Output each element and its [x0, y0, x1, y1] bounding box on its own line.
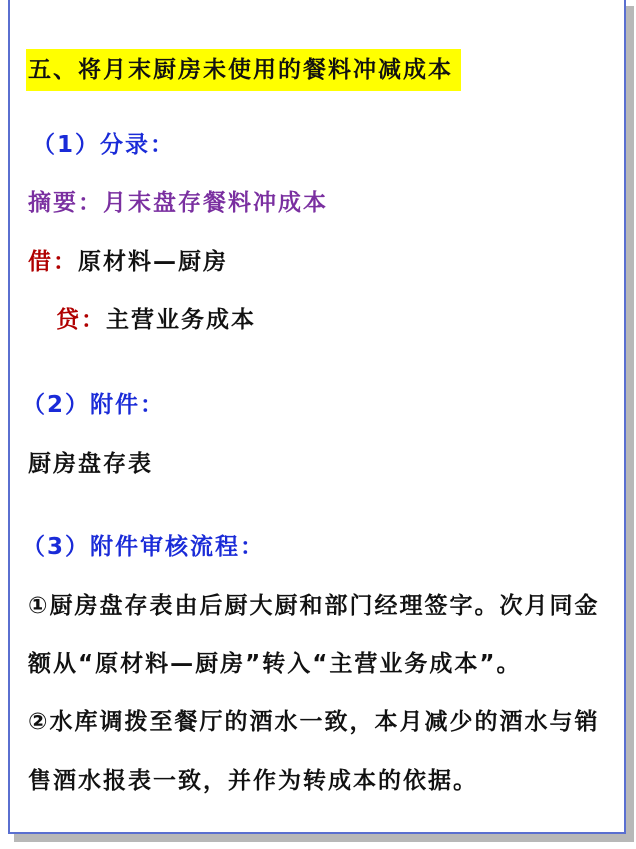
frame-shadow-bottom [14, 834, 634, 842]
attachment-heading: （2）附件： [22, 392, 166, 418]
credit-label: 贷： [56, 307, 106, 333]
summary-line [28, 188, 328, 218]
debit-line [28, 247, 228, 277]
summary-label: 摘要： [28, 190, 103, 216]
attachment-text: 厨房盘存表 [28, 451, 153, 477]
debit-label: 借： [28, 249, 78, 275]
section-title: 五、将月末厨房未使用的餐料冲减成本 [26, 49, 461, 91]
credit-account: 主营业务成本 [106, 307, 256, 333]
review-line-4: 售酒水报表一致，并作为转成本的依据。 [28, 768, 478, 794]
review-line-2: 额从“原材料—厨房”转入“主营业务成本”。 [28, 651, 522, 677]
summary-text: 月末盘存餐料冲成本 [103, 190, 328, 216]
frame-shadow-right [626, 6, 634, 840]
review-line-3: ②水库调拨至餐厅的酒水一致，本月减少的酒水与销 [28, 709, 600, 735]
credit-line [56, 305, 256, 335]
review-line-1: ①厨房盘存表由后厨大厨和部门经理签字。次月同金 [28, 593, 600, 619]
review-heading: （3）附件审核流程： [22, 534, 266, 560]
debit-account: 原材料—厨房 [78, 249, 228, 275]
entry-heading: （1）分录： [32, 132, 176, 158]
